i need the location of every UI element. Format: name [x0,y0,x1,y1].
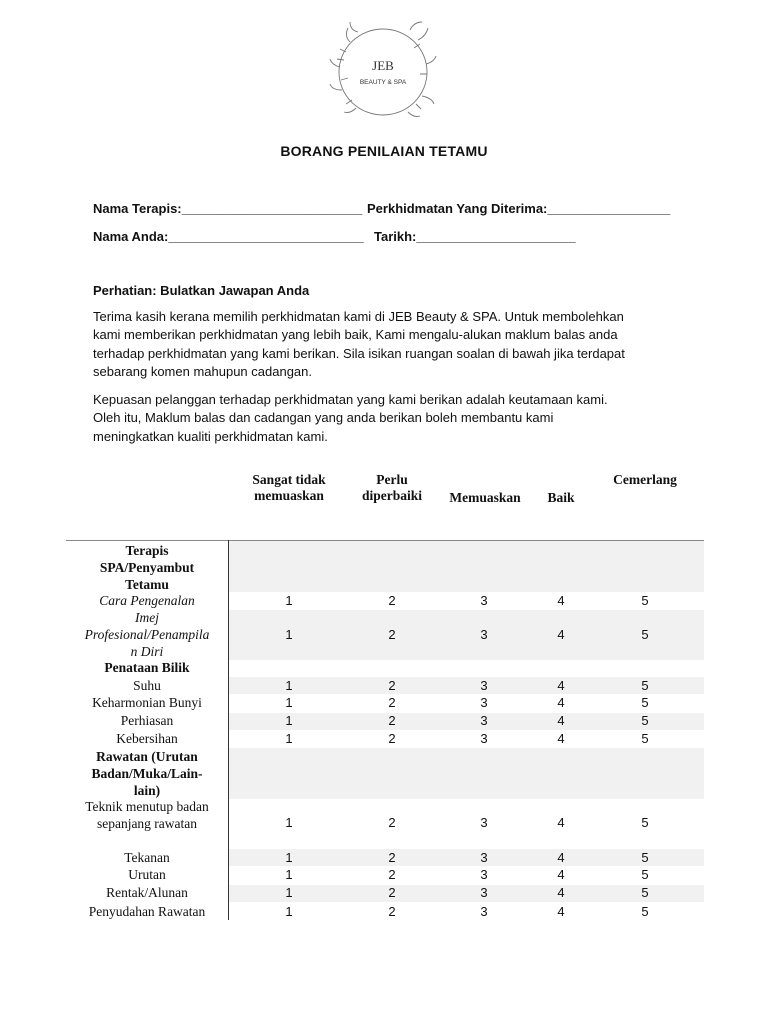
item-tekanan: Tekanan [124,850,170,865]
rating-option[interactable]: 4 [557,815,565,830]
service-field[interactable]: Perkhidmatan Yang Diterima:_________________ [367,201,671,216]
item-perhiasan: Perhiasan [120,713,174,728]
item-keharmonian-bunyi: Keharmonian Bunyi [92,695,202,710]
rating-option[interactable]: 4 [557,627,565,642]
rating-option[interactable]: 2 [388,867,396,882]
rating-option[interactable]: 5 [641,713,649,728]
therapist-field[interactable]: Nama Terapis:_________________________ [93,201,363,216]
svg-text:JEB: JEB [372,58,394,73]
rating-option[interactable]: 5 [641,627,649,642]
rating-option[interactable]: 2 [388,713,396,728]
item-rentak: Rentak/Alunan [106,885,188,900]
date-field[interactable]: Tarikh:______________________ [374,229,576,244]
rating-option[interactable]: 2 [388,678,396,693]
item-imej: Imej Profesional/Penampila n Diri [84,610,210,659]
table-vertical-rule [228,540,229,920]
item-kebersihan: Kebersihan [116,731,178,746]
rating-option[interactable]: 4 [557,695,565,710]
jeb-logo [318,12,448,132]
rating-option[interactable]: 5 [641,885,649,900]
rating-option[interactable]: 3 [480,593,488,608]
rating-option[interactable]: 3 [480,627,488,642]
rating-option[interactable]: 1 [285,815,293,830]
row-band [229,849,704,866]
header-perlu-diperbaiki: Perlu diperbaiki [361,472,423,503]
rating-option[interactable]: 1 [285,627,293,642]
svg-text:BEAUTY & SPA: BEAUTY & SPA [359,79,407,86]
rating-option[interactable]: 3 [480,867,488,882]
rating-option[interactable]: 2 [388,593,396,608]
rating-option[interactable]: 2 [388,850,396,865]
row-band [229,677,704,694]
rating-option[interactable]: 2 [388,627,396,642]
rating-option[interactable]: 1 [285,593,293,608]
row-band [229,885,704,902]
rating-option[interactable]: 1 [285,678,293,693]
rating-option[interactable]: 2 [388,885,396,900]
rating-option[interactable]: 5 [641,850,649,865]
rating-option[interactable]: 3 [480,850,488,865]
rating-option[interactable]: 3 [480,713,488,728]
section-rawatan: Rawatan (Urutan Badan/Muka/Lain- lain) [91,749,203,798]
header-cemerlang: Cemerlang [613,472,677,487]
rating-option[interactable]: 1 [285,731,293,746]
item-urutan: Urutan [128,867,166,882]
rating-option[interactable]: 4 [557,867,565,882]
rating-option[interactable]: 2 [388,815,396,830]
rating-option[interactable]: 5 [641,695,649,710]
rating-option[interactable]: 3 [480,885,488,900]
rating-option[interactable]: 4 [557,731,565,746]
rating-option[interactable]: 1 [285,885,293,900]
satisfaction-paragraph: Kepuasan pelanggan terhadap perkhidmatan yang kami berikan adalah keutamaan kami. Oleh itu, Maklum balas dan cadangan yang anda berikan boleh membantu kami meningkatkan kualiti perkhidmatan kami. [93,392,608,444]
rating-option[interactable]: 1 [285,904,293,919]
section-terapis: Terapis SPA/Penyambut Tetamu [99,543,195,592]
rating-option[interactable]: 2 [388,695,396,710]
rating-option[interactable]: 2 [388,904,396,919]
rating-option[interactable]: 2 [388,731,396,746]
form-title: BORANG PENILAIAN TETAMU [280,143,488,159]
rating-option[interactable]: 5 [641,731,649,746]
rating-option[interactable]: 3 [480,815,488,830]
header-memuaskan: Memuaskan [449,490,521,505]
rating-option[interactable]: 4 [557,713,565,728]
header-baik: Baik [547,490,575,505]
item-penyudahan: Penyudahan Rawatan [88,904,206,919]
name-field[interactable]: Nama Anda:___________________________ [93,229,364,244]
rating-option[interactable]: 5 [641,867,649,882]
rating-option[interactable]: 3 [480,731,488,746]
row-band [229,610,704,660]
rating-option[interactable]: 5 [641,593,649,608]
instruction-note: Perhatian: Bulatkan Jawapan Anda [93,283,310,298]
rating-option[interactable]: 1 [285,850,293,865]
rating-option[interactable]: 4 [557,850,565,865]
row-band [229,713,704,730]
row-band [229,748,704,799]
rating-option[interactable]: 5 [641,678,649,693]
rating-option[interactable]: 4 [557,678,565,693]
rating-option[interactable]: 5 [641,904,649,919]
item-teknik: Teknik menutup badan sepanjang rawatan [85,799,209,831]
item-suhu: Suhu [133,678,161,693]
rating-option[interactable]: 3 [480,678,488,693]
rating-option[interactable]: 5 [641,815,649,830]
item-cara-pengenalan: Cara Pengenalan [99,593,195,608]
header-sangat-tidak-memuaskan: Sangat tidak memuaskan [252,472,326,503]
rating-option[interactable]: 4 [557,904,565,919]
row-band [229,541,704,592]
rating-option[interactable]: 1 [285,695,293,710]
rating-option[interactable]: 1 [285,713,293,728]
rating-option[interactable]: 3 [480,904,488,919]
intro-paragraph: Terima kasih kerana memilih perkhidmatan kami di JEB Beauty & SPA. Untuk membolehkan kami memberikan perkhidmatan yang lebih baik, Kami mengalu-alukan maklum balas anda terhadap perkhidmatan yang kami berikan. Sila isikan ruangan soalan di bawah jika terdapat sebarang komen mahupun cadangan. [93,309,625,379]
rating-option[interactable]: 1 [285,867,293,882]
rating-option[interactable]: 4 [557,593,565,608]
rating-option[interactable]: 4 [557,885,565,900]
section-penataan-bilik: Penataan Bilik [104,660,190,675]
rating-option[interactable]: 3 [480,695,488,710]
